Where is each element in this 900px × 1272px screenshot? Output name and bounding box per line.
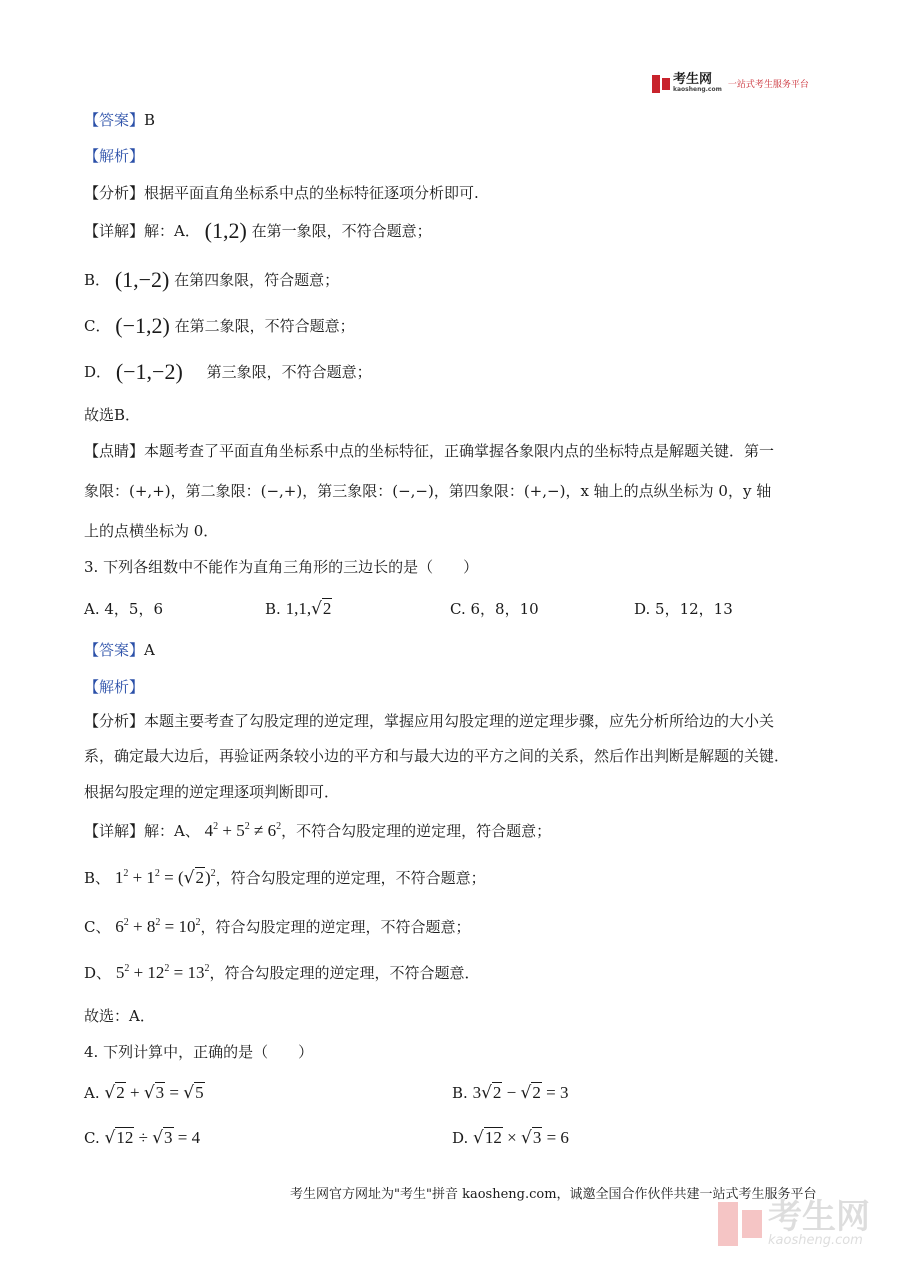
q3-conclusion: 故选：A． [84,1007,155,1025]
q3-analysis-heading: 【解析】 [84,678,145,696]
watermark-logo-icon [718,1202,762,1246]
q3-option-d: D. 5，12，13 [634,600,733,618]
watermark-domain: kaosheng.com [768,1233,863,1248]
q4-option-a: A. √2 + √3 = √5 [84,1083,204,1103]
q2-detail-c: C． (−1,2) 在第二象限，不符合题意； [84,313,355,338]
q2-detail-a: 【详解】解：A． (1,2) 在第一象限，不符合题意； [84,218,432,243]
brand-logo-icon [652,75,670,93]
watermark [718,1197,870,1248]
q2-fenxi: 【分析】根据平面直角坐标系中点的坐标特征逐项分析即可. [84,184,479,202]
q4-option-b: B. 3√2 − √2 = 3 [452,1083,569,1103]
q3-fenxi-2: 系，确定最大边后，再验证两条较小边的平方和与最大边的平方之间的关系，然后作出判断是解题的关键． [84,747,790,765]
q2-analysis-heading: 【解析】 [84,147,145,165]
q4-option-c: C. √12 ÷ √3 = 4 [84,1128,201,1148]
q3-detail-d: D、 $5^2 + 12^2 = 13^2$，符合勾股定理的逆定理，不符合题意． [84,963,480,982]
q3-option-c: C. 6，8，10 [450,600,539,618]
footer-text: 考生网官方网址为"考生"拼音 kaosheng.com，诚邀全国合作伙伴共建一站式考生服务平台 [290,1187,817,1202]
q3-option-b: B. 1,1,√2 [265,599,332,619]
q3-answer: 【答案】A [84,641,155,659]
q4-option-d: D. √12 × √3 = 6 [452,1128,569,1148]
brand-slogan: 一站式考生服务平台 [727,80,809,90]
q4-stem: 4. 下列计算中，正确的是（ ） [84,1043,314,1061]
q3-fenxi-3: 根据勾股定理的逆定理逐项判断即可． [84,783,340,801]
q3-stem: 3. 下列各组数中不能作为直角三角形的三边长的是（ ） [84,558,479,576]
q3-fenxi-1: 【分析】本题主要考查了勾股定理的逆定理，掌握应用勾股定理的逆定理步骤，应先分析所给边的大小关 [84,712,775,730]
q3-detail-b: B、 $1^2 + 1^2 = (√2)^2$，符合勾股定理的逆定理，不符合题意； [84,868,486,888]
q2-detail-b: B． (1,−2) 在第四象限，符合题意； [84,267,340,292]
brand-domain: kaosheng.com [673,86,722,93]
q2-dianjing-1: 【点睛】本题考查了平面直角坐标系中点的坐标特征，正确掌握各象限内点的坐标特点是解题关键．第一 [84,442,775,460]
brand-name: 考生网 kaosheng.com [673,72,722,93]
watermark-name: 考生网 [768,1197,870,1237]
q2-detail-d: D． (−1,−2) 第三象限，不符合题意； [84,359,372,384]
q2-conclusion: 故选B． [84,406,141,424]
q2-answer: 【答案】B [84,111,156,129]
header-logo [652,74,809,93]
q2-dianjing-3: 上的点横坐标为 0． [84,522,219,540]
q2-dianjing-2: 象限：(+,+)，第二象限：(−,+)，第三象限：(−,−)，第四象限：(+,−)，x 轴上的点纵坐标为 0，y 轴 [84,482,772,500]
q3-detail-c: C、 $6^2 + 8^2 = 10^2$，符合勾股定理的逆定理，不符合题意； [84,917,471,936]
q3-detail-a: 【详解】解：A、 $4^2 + 5^2 \ne 6^2$，不符合勾股定理的逆定理，符合题意； [84,821,552,840]
q3-option-a: A. 4，5，6 [84,600,163,618]
